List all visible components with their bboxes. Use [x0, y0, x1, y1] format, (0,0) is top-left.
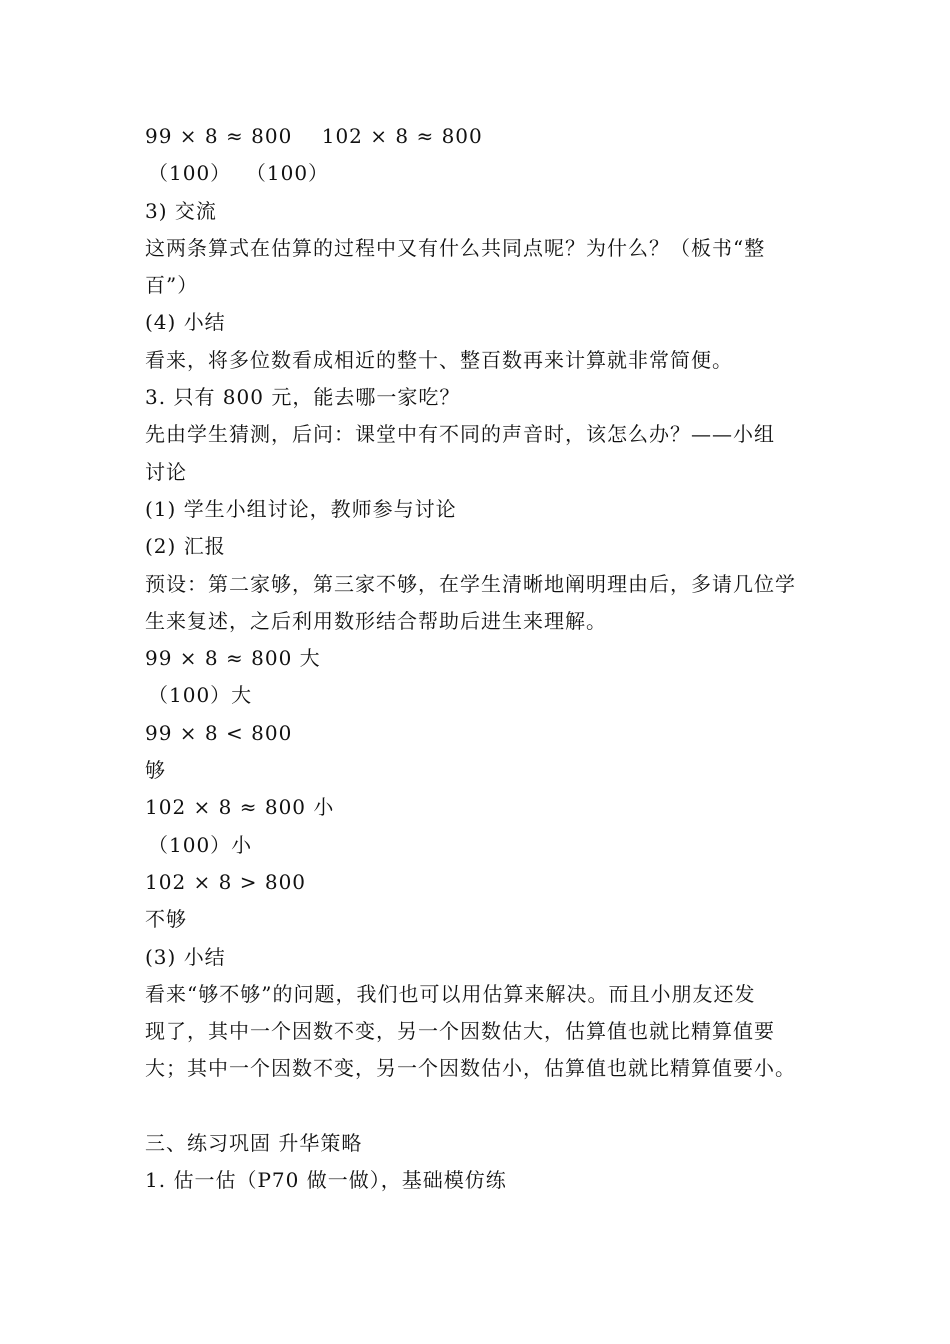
- equation-line: 102 × 8 > 800: [145, 869, 307, 894]
- blank-spacer: [145, 1088, 810, 1125]
- section-item-heading: 1. 估一估（P70 做一做），基础模仿练: [145, 1168, 507, 1193]
- equation-line: 99 × 8 ≈ 800 102 × 8 ≈ 800: [145, 124, 483, 148]
- document-body: [145, 118, 810, 1199]
- equation-note-line: （100） （100）: [148, 161, 330, 186]
- step-heading: (2) 汇报: [145, 534, 226, 559]
- paragraph-line: 看来，将多位数看成相近的整十、整百数再来计算就非常简便。: [145, 347, 733, 372]
- paragraph-line: 看来“够不够”的问题，我们也可以用估算来解决。而且小朋友还发: [145, 981, 756, 1006]
- step-heading: (3) 小结: [145, 944, 226, 969]
- paragraph-line: 这两条算式在估算的过程中又有什么共同点呢？为什么？（板书“整: [145, 235, 766, 260]
- equation-line: 102 × 8 ≈ 800 小: [145, 795, 335, 820]
- equation-line: 99 × 8 < 800: [145, 720, 293, 745]
- paragraph-line: 预设：第二家够，第三家不够，在学生清晰地阐明理由后，多请几位学: [145, 571, 796, 596]
- paragraph-line: 生来复述，之后利用数形结合帮助后进生来理解。: [145, 608, 607, 633]
- paragraph-line: 现了，其中一个因数不变，另一个因数估大，估算值也就比精算值要: [145, 1019, 775, 1044]
- result-line: 不够: [145, 907, 187, 932]
- step-heading: 3) 交流: [145, 198, 217, 223]
- step-heading: (4) 小结: [145, 310, 226, 335]
- paragraph-line: 先由学生猜测，后问：课堂中有不同的声音时，该怎么办？——小组: [145, 422, 775, 447]
- result-line: 够: [145, 758, 166, 783]
- paragraph-line: 大；其中一个因数不变，另一个因数估小，估算值也就比精算值要小。: [145, 1056, 796, 1081]
- equation-line: 99 × 8 ≈ 800 大: [145, 646, 321, 671]
- paragraph-line: 百”）: [145, 273, 199, 298]
- section-item-heading: 3. 只有 800 元，能去哪一家吃？: [145, 385, 461, 410]
- paragraph-line: 讨论: [145, 459, 187, 484]
- equation-note-line: （100）小: [148, 832, 253, 857]
- equation-note-line: （100）大: [148, 683, 253, 708]
- section-heading: 三、练习巩固 升华策略: [145, 1130, 363, 1155]
- step-heading: (1) 学生小组讨论，教师参与讨论: [145, 496, 457, 521]
